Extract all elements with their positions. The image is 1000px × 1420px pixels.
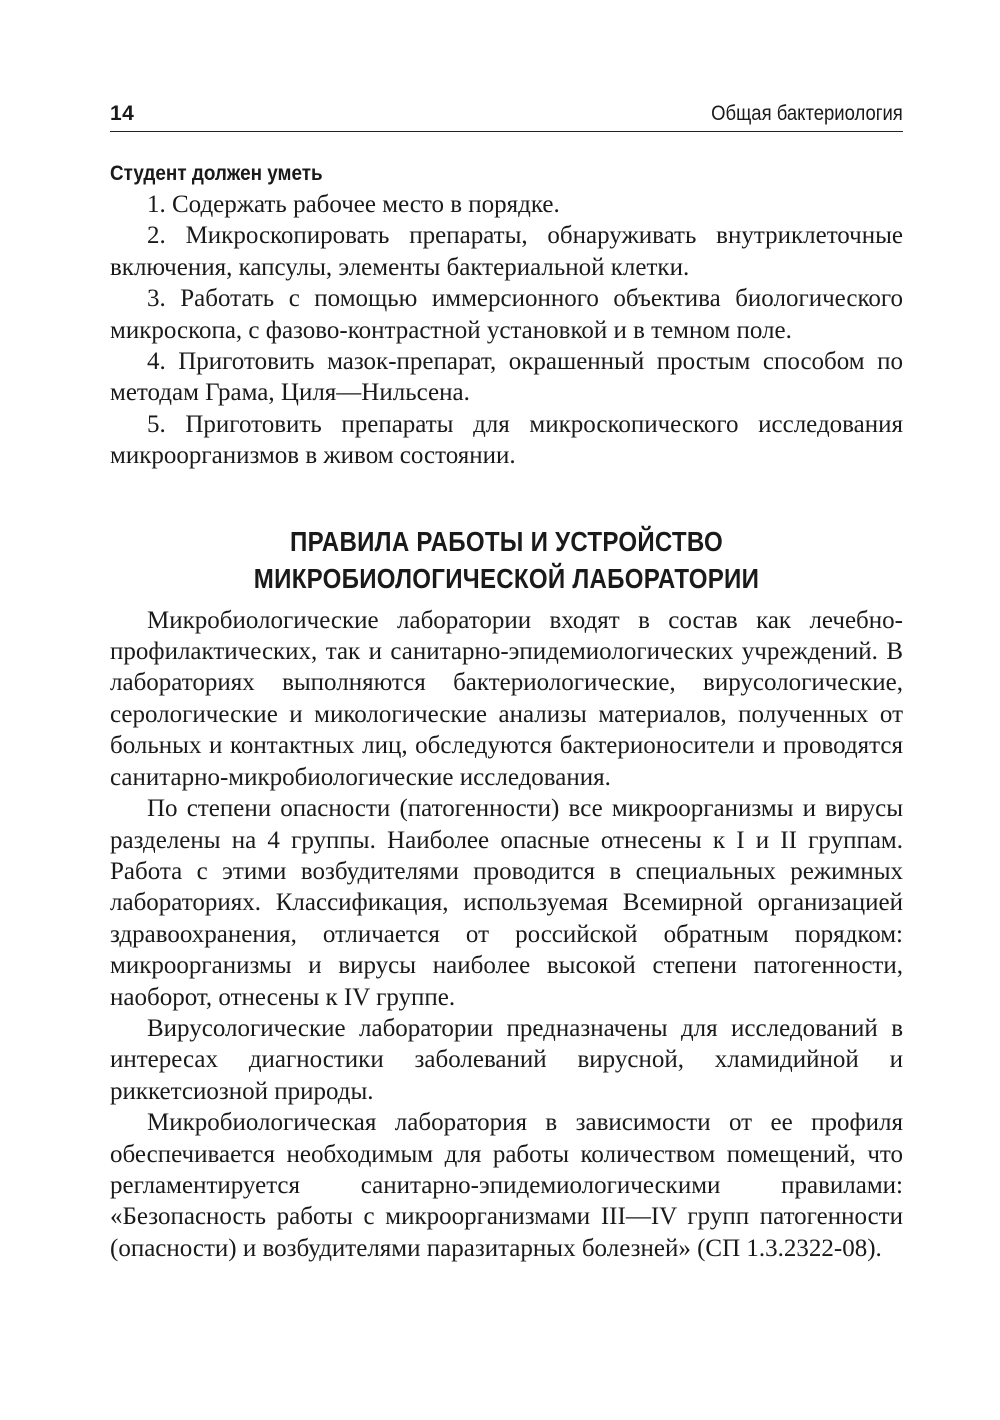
skill-item: 3. Работать с помощью иммерсионного объектива биологического микроскопа, с фазово-контрастной установкой и в темном поле.	[110, 285, 903, 344]
skills-list	[110, 189, 903, 472]
skills-heading: Студент должен уметь	[110, 162, 323, 185]
body-paragraph: По степени опасности (патогенности) все микроорганизмы и вирусы разделены на 4 группы. Наиболее опасные отнесены к I и II группам. Работа с этими возбудителями проводится в специальных режимных лабораториях. Классификация, используемая Всемирной организацией здравоохранения, отличается от российской обратным порядком: микроорганизмы и вирусы наиболее высокой степени патогенности, наоборот, отнесены к IV группе.	[110, 795, 903, 1011]
page-number: 14	[110, 102, 135, 125]
section-title	[110, 523, 903, 597]
section-title-line: ПРАВИЛА РАБОТЫ И УСТРОЙСТВО	[290, 525, 723, 557]
skill-item: 1. Содержать рабочее место в порядке.	[147, 191, 560, 218]
book-page	[110, 96, 903, 1264]
section-title-line: МИКРОБИОЛОГИЧЕСКОЙ ЛАБОРАТОРИИ	[253, 562, 760, 594]
body-paragraph: Микробиологические лаборатории входят в состав как лечебно-профилактических, так и санитарно-эпидемиологических учреждений. В лабораториях выполняются бактериологические, вирусологические, серологические и микологические анализы материалов, полученных от больных и контактных лиц, обследуются бактерионосители и проводятся санитарно-микробиологические исследования.	[110, 606, 903, 791]
section-body	[110, 605, 903, 1265]
skill-item: 4. Приготовить мазок-препарат, окрашенный простым способом по методам Грама, Циля—Нильсена.	[110, 348, 903, 407]
skill-item: 5. Приготовить препараты для микроскопического исследования микроорганизмов в живом состоянии.	[110, 410, 903, 470]
body-paragraph: Микробиологическая лаборатория в зависимости от ее профиля обеспечивается необходимым для работы количеством помещений, что регламентируется санитарно-эпидемиологическими правилами: «Безопасность работы с микроорганизмами III—IV групп патогенности (опасности) и возбудителями паразитарных болезней» (СП 1.3.2322-08).	[110, 1109, 903, 1262]
running-head	[110, 96, 903, 132]
running-title: Общая бактериология	[711, 102, 903, 125]
skill-item: 2. Микроскопировать препараты, обнаруживать внутриклеточные включения, капсулы, элементы бактериальной клетки.	[110, 222, 903, 281]
body-paragraph: Вирусологические лаборатории предназначены для исследований в интересах диагностики заболеваний вирусной, хламидийной и риккетсиозной природы.	[110, 1014, 903, 1105]
